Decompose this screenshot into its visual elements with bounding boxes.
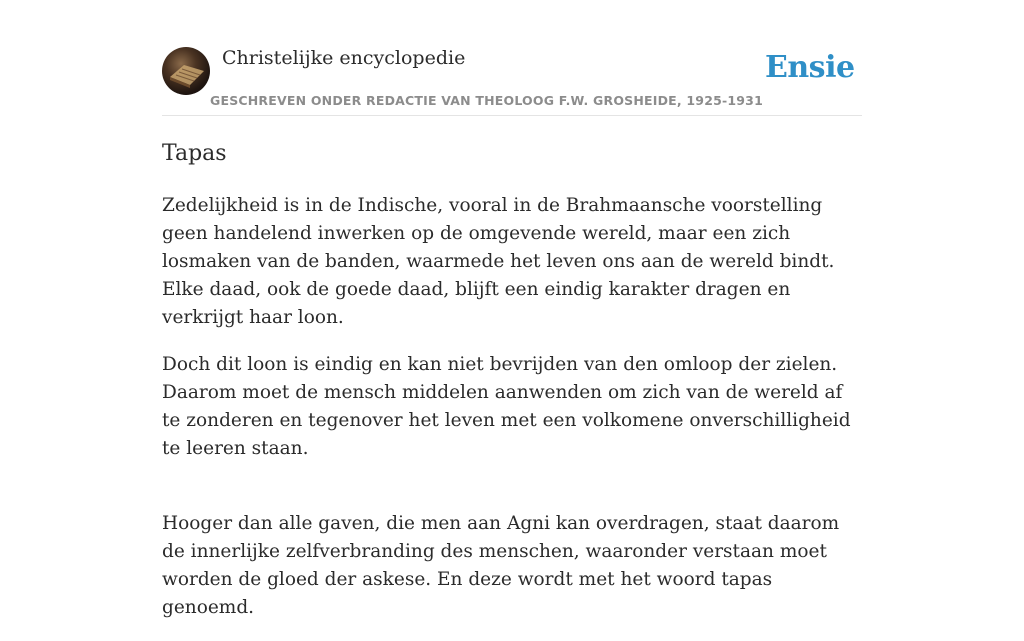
article-paragraph: Hooger dan alle gaven, die men aan Agni kan overdragen, staat daarom de innerlijke zelfverbranding des menschen, waaronder verstaan moet worden de gloed der askese. En deze wordt met het woord tapas genoemd.: [162, 513, 840, 618]
header-divider: [162, 115, 862, 116]
article-paragraph: Doch dit loon is eindig en kan niet bevrijden van den omloop der zielen. Daarom moet de mensch middelen aanwenden om zich van de wereld af te zonderen en tegenover het leven met een volkomene onverschilligheid te leeren staan.: [162, 354, 851, 459]
book-icon: [162, 47, 210, 95]
site-title[interactable]: Christelijke encyclopedie: [222, 47, 466, 69]
article-body: [162, 192, 862, 641]
encyclopedia-subtitle: GESCHREVEN ONDER REDACTIE VAN THEOLOOG F.W. GROSHEIDE, 1925-1931: [210, 93, 763, 108]
ensie-brand-logo[interactable]: Ensie: [765, 50, 855, 85]
encyclopedia-logo-avatar[interactable]: [162, 47, 210, 95]
article-title: Tapas: [162, 141, 227, 166]
article-paragraph: Zedelijkheid is in de Indische, vooral in de Brahmaansche voorstelling geen handelend inwerken op de omgevende wereld, maar een zich losmaken van de banden, waarmede het leven ons aan de wereld bindt. Elke daad, ook de goede daad, blijft een eindig karakter dragen en verkrijgt haar loon.: [162, 195, 835, 328]
